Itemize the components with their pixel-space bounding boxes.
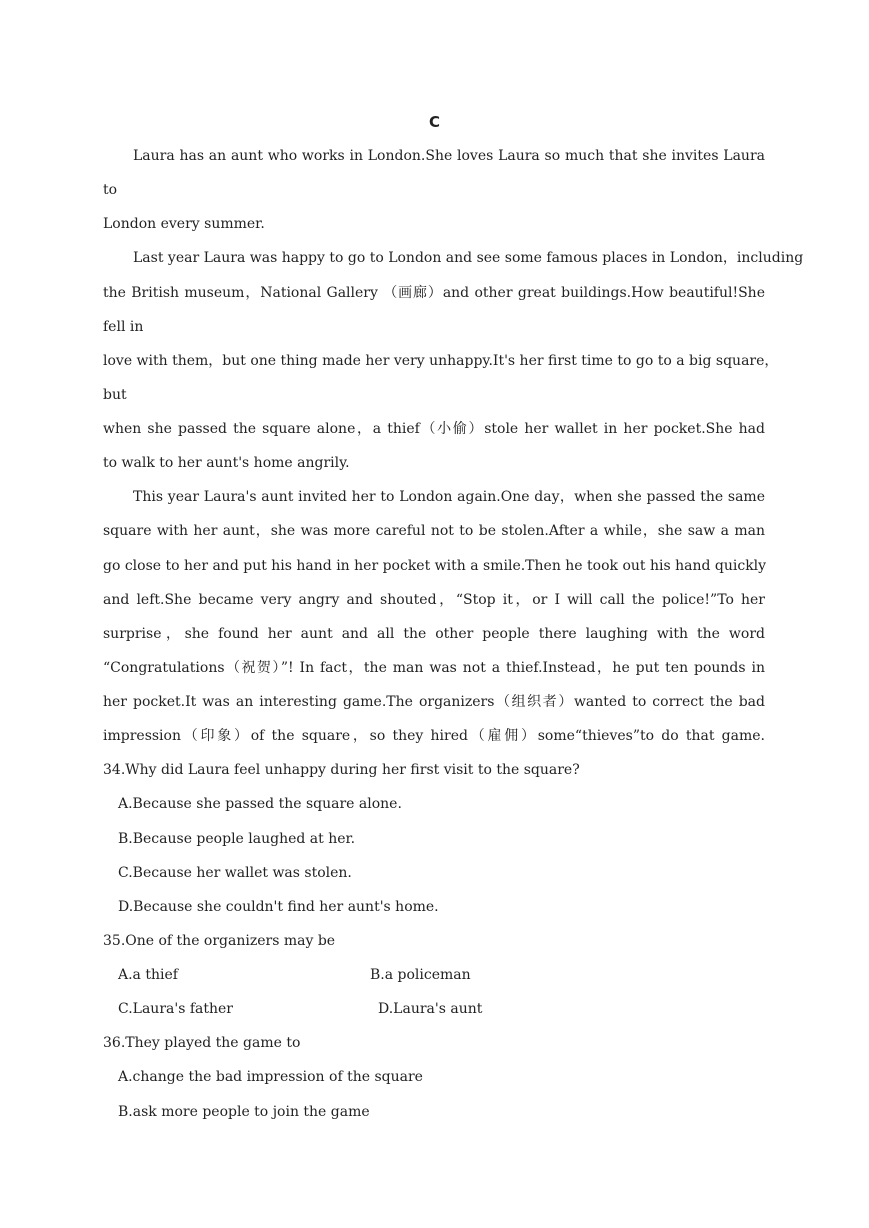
answer-option: D.Because she couldn't find her aunt's home. bbox=[118, 899, 439, 915]
answer-option: B.Because people laughed at her. bbox=[118, 831, 356, 847]
passage-line: when she passed the square alone，a thief（小偷）stole her wallet in her pocket.She had bbox=[103, 421, 765, 437]
passage-line: square with her aunt，she was more careful not to be stolen.After a while，she saw a man bbox=[103, 523, 765, 539]
answer-option: D.Laura's aunt bbox=[378, 1001, 483, 1017]
answer-option: B.a policeman bbox=[370, 967, 471, 983]
passage-line: love with them，but one thing made her very unhappy.It's her first time to go to a big square， bbox=[103, 353, 779, 369]
passage-line: go close to her and put his hand in her pocket with a smile.Then he took out his hand quickly bbox=[103, 558, 767, 574]
passage-line: to bbox=[103, 182, 118, 198]
question-stem: 34.Why did Laura feel unhappy during her first visit to the square? bbox=[103, 762, 580, 778]
passage-line: her pocket.It was an interesting game.The organizers（组织者）wanted to correct the bad bbox=[103, 694, 765, 710]
question-stem: 35.One of the organizers may be bbox=[103, 933, 336, 949]
passage-line: impression（印象）of the square，so they hired（雇佣）some“thieves”to do that game. bbox=[103, 728, 765, 744]
answer-option: A.a thief bbox=[118, 967, 178, 983]
passage-line: to walk to her aunt's home angrily. bbox=[103, 455, 350, 471]
answer-option: A.change the bad impression of the square bbox=[118, 1069, 423, 1085]
passage-line: the British museum，National Gallery （画廊）and other great buildings.How beautiful!She bbox=[103, 285, 765, 301]
answer-option: C.Because her wallet was stolen. bbox=[118, 865, 352, 881]
passage-line: This year Laura's aunt invited her to London again.One day，when she passed the same bbox=[133, 489, 765, 505]
answer-option: C.Laura's father bbox=[118, 1001, 233, 1017]
question-stem: 36.They played the game to bbox=[103, 1035, 301, 1051]
passage-line: Last year Laura was happy to go to London and see some famous places in London，including bbox=[133, 250, 804, 266]
passage-line: fell in bbox=[103, 319, 144, 335]
passage-line: London every summer. bbox=[103, 216, 265, 232]
passage-line: but bbox=[103, 387, 127, 403]
answer-option: A.Because she passed the square alone. bbox=[118, 796, 402, 812]
passage-line: “Congratulations（祝贺）”! In fact，the man was not a thief.Instead，he put ten pounds in bbox=[103, 660, 765, 676]
answer-option: B.ask more people to join the game bbox=[118, 1104, 370, 1120]
passage-line: surprise，she found her aunt and all the other people there laughing with the word bbox=[103, 626, 765, 642]
passage-line: Laura has an aunt who works in London.She loves Laura so much that she invites Laura bbox=[133, 148, 765, 164]
passage-line: and left.She became very angry and shouted，“Stop it，or I will call the police!”To her bbox=[103, 592, 765, 608]
section-title: C bbox=[428, 113, 440, 131]
